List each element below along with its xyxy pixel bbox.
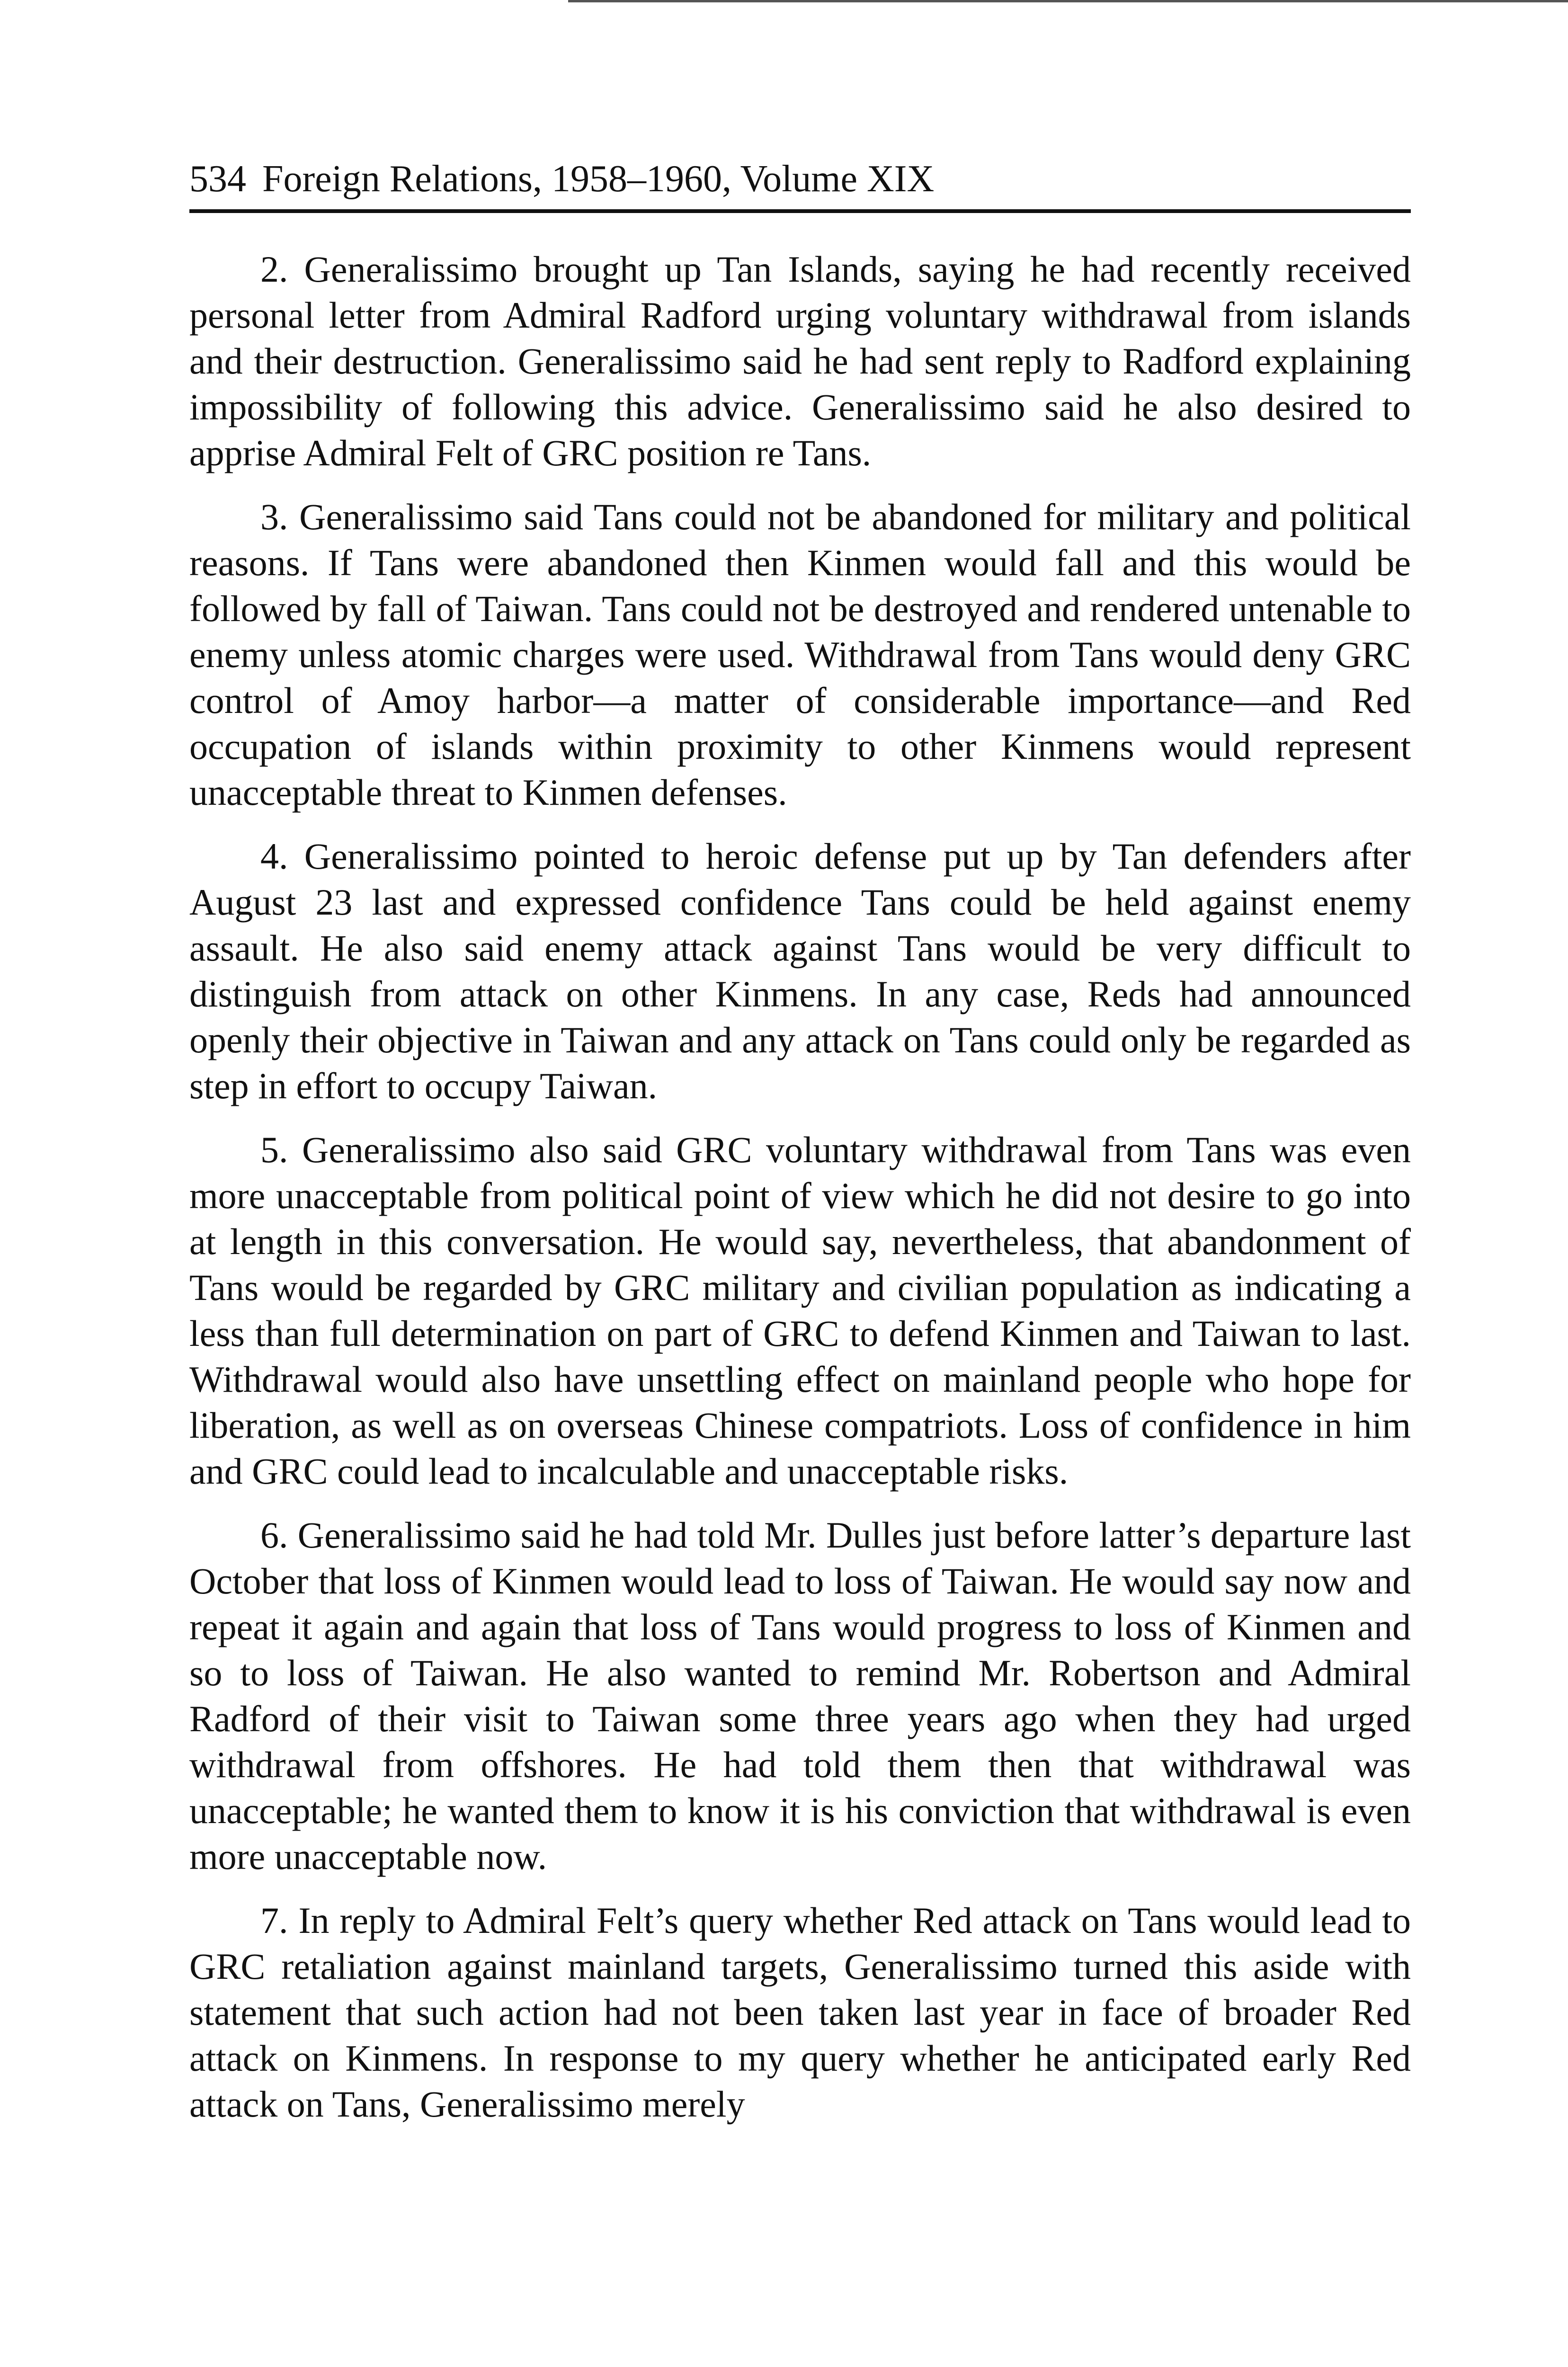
running-header xyxy=(189,151,1411,207)
paragraph-2: 2. Generalissimo brought up Tan Islands, saying he had recently received personal letter from Admiral Radford urging voluntary withdrawal from islands and their destruction. Generalissimo said he had sent reply to Radford explaining impossibility of following this advice. Generalissimo said he also desired to apprise Admiral Felt of GRC position re Tans. xyxy=(189,249,1411,473)
paragraph-5: 5. Generalissimo also said GRC voluntary withdrawal from Tans was even more unacceptable from political point of view which he did not desire to go into at length in this conversation. He would say, nevertheless, that abandonment of Tans would be regarded by GRC military and civilian population as indicating a less than full determination on part of GRC to defend Kinmen and Taiwan to last. Withdrawal would also have unsettling effect on mainland people who hope for liberation, as well as on overseas Chinese compatriots. Loss of confidence in him and GRC could lead to incalculable and unacceptable risks. xyxy=(189,1129,1411,1492)
page-number: 534 xyxy=(189,158,246,200)
paragraph-4: 4. Generalissimo pointed to heroic defense put up by Tan defenders after August 23 last and expressed confidence Tans could be held against enemy assault. He also said enemy attack against Tans would be very difficult to distinguish from attack on other Kinmens. In any case, Reds had announced openly their objective in Taiwan and any attack on Tans could only be regarded as step in effort to occupy Taiwan. xyxy=(189,836,1411,1106)
header-rule xyxy=(189,209,1411,213)
paragraph-3: 3. Generalissimo said Tans could not be abandoned for military and political reasons. If Tans were abandoned then Kinmen would fall and this would be followed by fall of Taiwan. Tans could not be destroyed and rendered untenable to enemy unless atomic charges were used. Withdrawal from Tans would deny GRC control of Amoy harbor—a matter of considerable importance—and Red occupation of islands within proximity to other Kinmens would represent unacceptable threat to Kinmen defenses. xyxy=(189,496,1411,813)
top-edge-rule xyxy=(568,0,1568,2)
header-title: Foreign Relations, 1958–1960, Volume XIX xyxy=(262,158,935,200)
paragraph-6: 6. Generalissimo said he had told Mr. Dulles just before latter’s departure last October that loss of Kinmen would lead to loss of Taiwan. He would say now and repeat it again and again that loss of Tans would progress to loss of Kinmen and so to loss of Taiwan. He also wanted to remind Mr. Robertson and Admiral Radford of their visit to Taiwan some three years ago when they had urged withdrawal from offshores. He had told them then that withdrawal was unacceptable; he wanted them to know it is his conviction that withdrawal is even more unacceptable now. xyxy=(189,1514,1411,1877)
page-body xyxy=(189,246,1411,2145)
paragraph-7: 7. In reply to Admiral Felt’s query whether Red attack on Tans would lead to GRC retaliation against mainland targets, Generalissimo turned this aside with statement that such action had not been taken last year in face of broader Red attack on Kinmens. In response to my query whether he anticipated early Red attack on Tans, Generalissimo merely xyxy=(189,1900,1411,2125)
